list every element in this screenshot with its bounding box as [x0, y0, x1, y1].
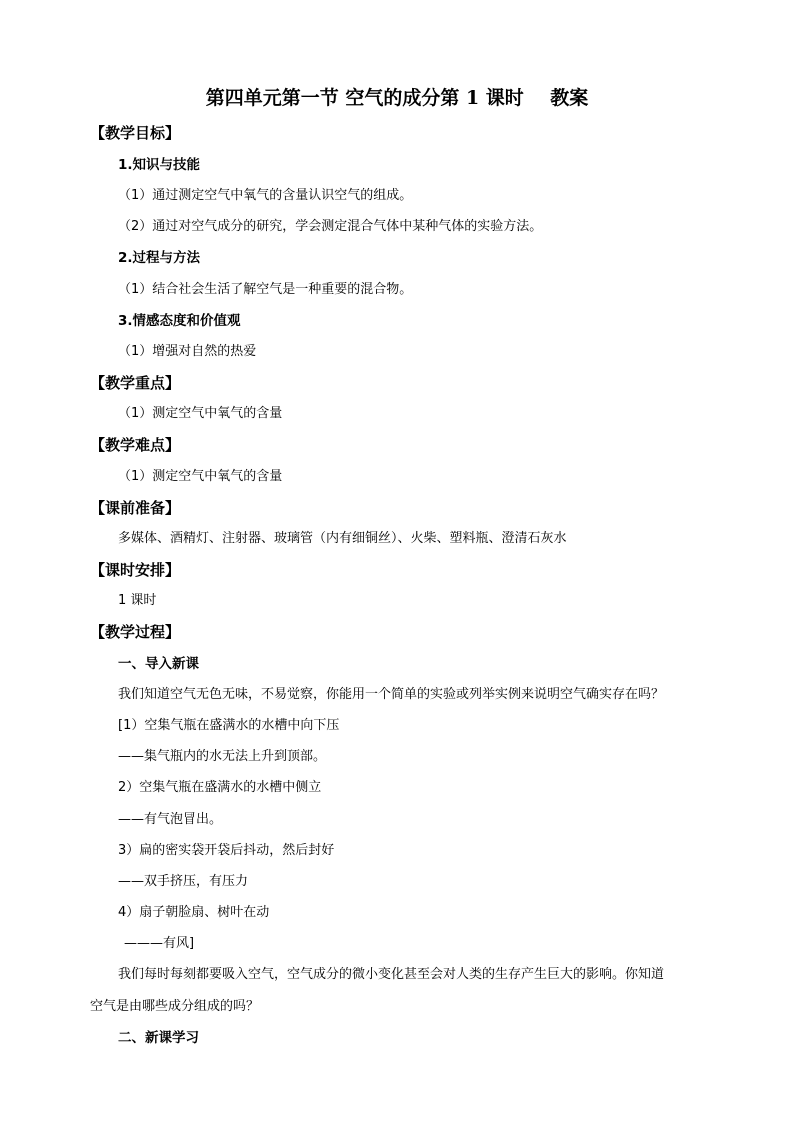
objectives-heading: 【教学目标】	[90, 124, 181, 142]
intro-example-1-result: ——集气瓶内的水无法上升到顶部。	[118, 749, 327, 764]
preparation-text: 多媒体、酒精灯、注射器、玻璃管（内有细铜丝）、火柴、塑料瓶、澄清石灰水	[118, 531, 567, 546]
document-title: 第四单元第一节 空气的成分第 1 课时 教案	[205, 87, 589, 109]
difficulties-item-1: （1）测定空气中氧气的含量	[118, 469, 283, 484]
intro-example-3-result: ——双手挤压，有压力	[118, 874, 249, 889]
knowledge-item-1: （1）通过测定空气中氧气的含量认识空气的组成。	[118, 188, 413, 203]
section-intro-title: 一、导入新课	[118, 656, 199, 672]
intro-paragraph-line-1: 我们每时每刻都要吸入空气，空气成分的微小变化甚至会对人类的生存产生巨大的影响。你知道	[118, 967, 665, 982]
attitude-item-1: （1）增强对自然的热爱	[118, 344, 257, 359]
key-points-item-1: （1）测定空气中氧气的含量	[118, 406, 283, 421]
difficulties-heading: 【教学难点】	[90, 436, 181, 454]
process-heading: 【教学过程】	[90, 623, 181, 641]
preparation-heading: 【课前准备】	[90, 499, 181, 517]
intro-example-4-result: ———有风]	[124, 936, 195, 951]
intro-example-2-result: ——有气泡冒出。	[118, 812, 223, 827]
process-item-1: （1）结合社会生活了解空气是一种重要的混合物。	[118, 282, 413, 297]
attitude-values-title: 3.情感态度和价值观	[118, 313, 241, 329]
key-points-heading: 【教学重点】	[90, 374, 181, 392]
intro-example-1: [1）空集气瓶在盛满水的水槽中向下压	[118, 718, 340, 733]
intro-example-4: 4）扇子朝脸扇、树叶在动	[118, 905, 270, 920]
knowledge-item-2: （2）通过对空气成分的研究，学会测定混合气体中某种气体的实验方法。	[118, 219, 543, 234]
schedule-text: 1 课时	[118, 593, 157, 608]
intro-paragraph-line-2: 空气是由哪些成分组成的吗？	[90, 999, 260, 1014]
schedule-heading: 【课时安排】	[90, 561, 181, 579]
process-methods-title: 2.过程与方法	[118, 250, 201, 266]
intro-example-2: 2）空集气瓶在盛满水的水槽中侧立	[118, 780, 322, 795]
knowledge-skills-title: 1.知识与技能	[118, 157, 201, 173]
intro-example-3: 3）扁的密实袋开袋后抖动，然后封好	[118, 843, 335, 858]
section-new-lesson-title: 二、新课学习	[118, 1030, 199, 1046]
intro-question: 我们知道空气无色无味，不易觉察，你能用一个简单的实验或列举实例来说明空气确实存在吗？	[118, 687, 665, 702]
